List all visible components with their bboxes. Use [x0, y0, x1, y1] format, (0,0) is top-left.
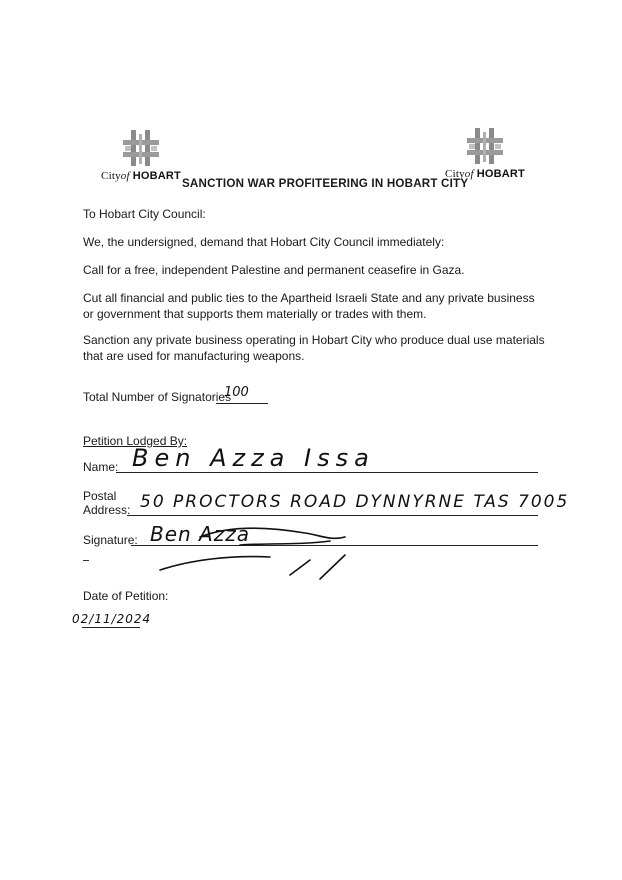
signatories-value: 100 — [224, 385, 249, 400]
signatories-label: Total Number of Signatories — [83, 390, 232, 404]
address-label: Address: — [83, 503, 131, 517]
hobart-crest-icon — [119, 128, 163, 168]
salutation: To Hobart City Council: — [83, 207, 206, 221]
stray-mark — [83, 560, 89, 561]
name-label: Name: — [83, 460, 119, 474]
lodged-heading: Petition Lodged By: — [83, 434, 188, 448]
demand-1: Call for a free, independent Palestine and permanent ceasefire in Gaza. — [83, 263, 465, 277]
petition-title: SANCTION WAR PROFITEERING IN HOBART CITY — [182, 177, 469, 190]
signature-scribble — [130, 515, 550, 585]
name-value: Ben Azza Issa — [132, 444, 375, 472]
name-line — [116, 472, 538, 473]
demand-3: Sanction any private business operating in Hobart City who produce dual use materials that are used for manufacturing weapons. — [83, 333, 545, 363]
date-label: Date of Petition: — [83, 589, 169, 603]
demand-2: Cut all financial and public ties to the Apartheid Israeli State and any private business or government that supports them materially or trades with them. — [83, 291, 535, 321]
date-underline — [82, 627, 140, 628]
hobart-crest-icon — [463, 126, 507, 166]
logo-caption-left: Cityof HOBART — [101, 170, 181, 182]
address-value: 50 PROCTORS ROAD DYNNYRNE TAS 7005 — [140, 492, 570, 512]
date-value: 02/11/2024 — [72, 612, 152, 626]
signature-label: Signature: — [83, 533, 138, 547]
postal-label: Postal — [83, 489, 117, 503]
signature-value: Ben Azza — [150, 522, 250, 546]
signatories-line — [216, 403, 268, 404]
intro-text: We, the undersigned, demand that Hobart City Council immediately: — [83, 235, 445, 249]
logo-caption-right: Cityof HOBART — [445, 168, 525, 180]
city-of-hobart-logo-right — [440, 126, 530, 180]
city-of-hobart-logo-left — [96, 128, 186, 182]
